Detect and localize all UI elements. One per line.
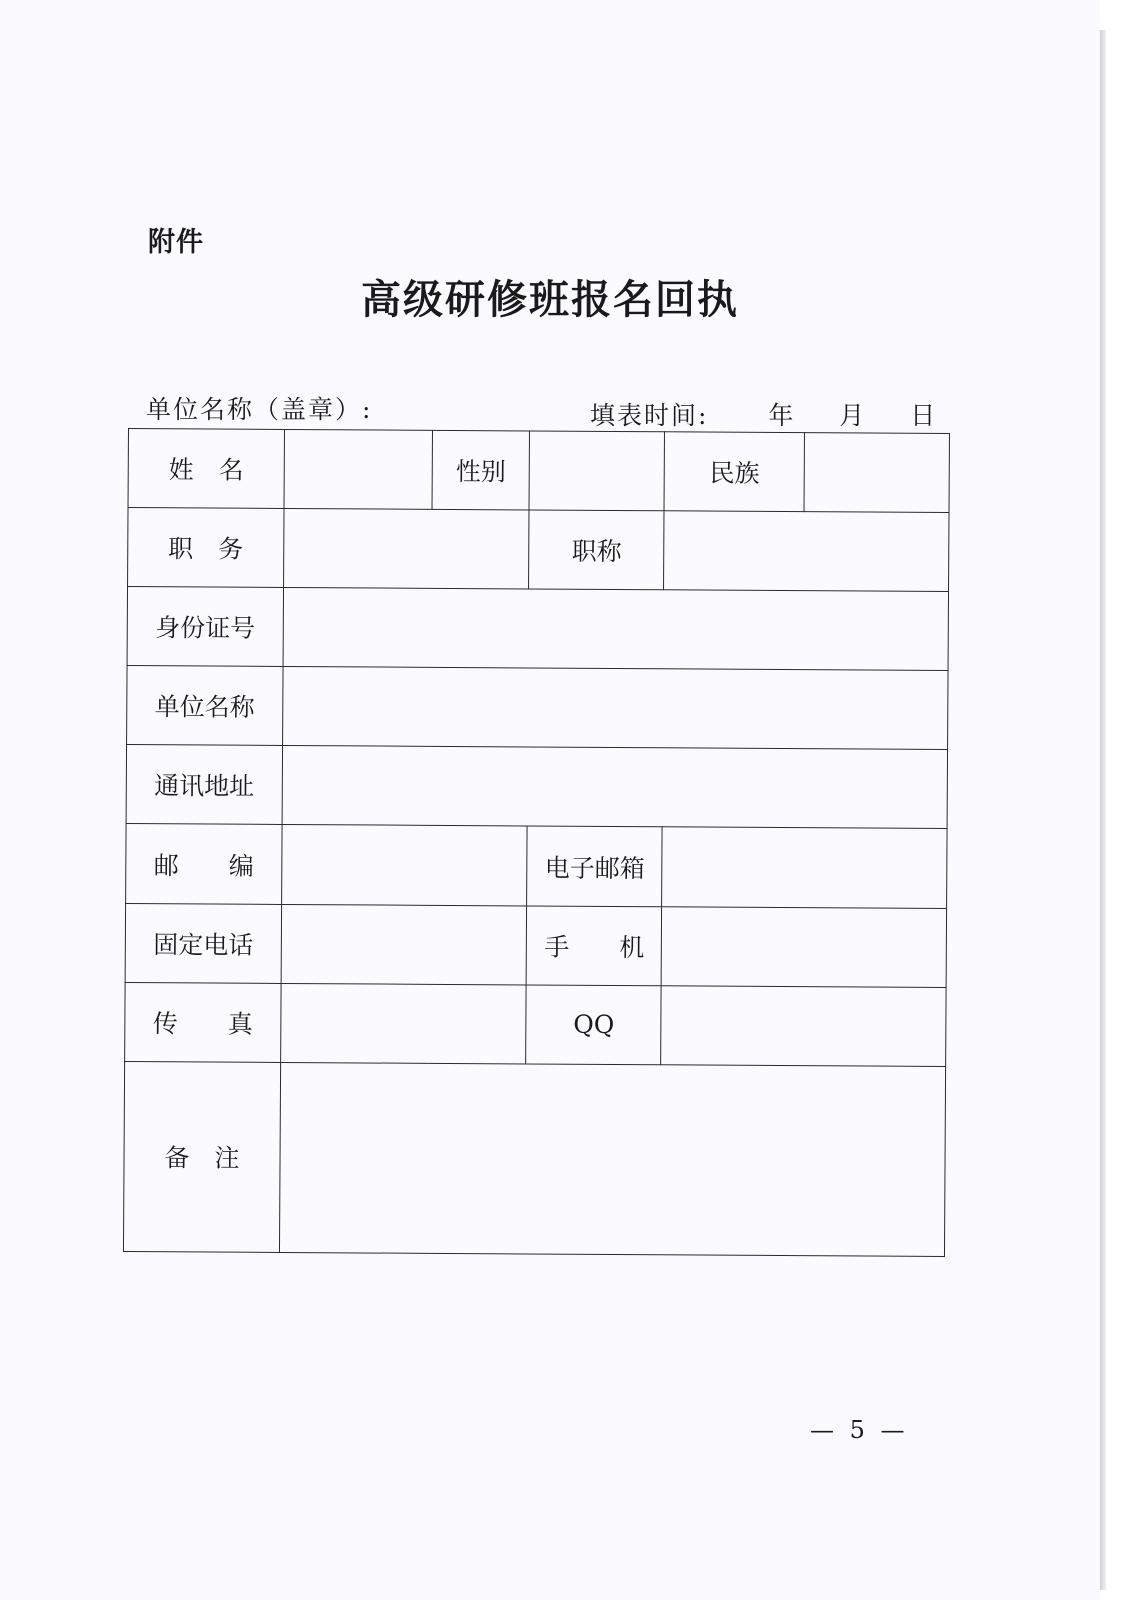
unit-name-field[interactable] <box>282 667 948 750</box>
position-field[interactable] <box>283 509 529 590</box>
landline-field[interactable] <box>281 904 527 985</box>
address-field[interactable] <box>282 746 948 829</box>
name-label: 姓 名 <box>128 429 284 509</box>
fill-date-line <box>590 396 937 432</box>
registration-form-table <box>123 428 950 1257</box>
fax-field[interactable] <box>280 983 526 1064</box>
remarks-field[interactable] <box>279 1062 945 1256</box>
row-id-number <box>127 587 948 671</box>
page-edge-shadow <box>1100 30 1106 1590</box>
remarks-label: 备 注 <box>123 1061 280 1252</box>
row-remarks <box>123 1061 945 1256</box>
row-unit-name <box>127 666 948 750</box>
fax-label: 传 真 <box>125 982 281 1062</box>
postcode-field[interactable] <box>281 825 527 906</box>
ethnicity-label: 民族 <box>664 432 804 512</box>
position-label: 职 务 <box>128 508 284 588</box>
row-name <box>128 429 949 513</box>
postcode-label: 邮 编 <box>126 824 282 904</box>
date-month: 月 <box>839 401 867 430</box>
email-field[interactable] <box>662 827 947 908</box>
row-fax <box>125 982 946 1066</box>
mobile-field[interactable] <box>661 906 946 987</box>
page-number: — 5 — <box>810 1416 909 1444</box>
row-landline <box>125 903 946 987</box>
qq-label: QQ <box>526 985 661 1065</box>
form-title: 高级研修班报名回执 <box>361 276 739 323</box>
unit-name-label: 单位名称 <box>127 666 283 746</box>
title-label: 职称 <box>529 510 664 590</box>
title-field[interactable] <box>664 511 949 592</box>
gender-label: 性别 <box>432 430 530 510</box>
date-year: 年 <box>768 401 796 430</box>
name-field[interactable] <box>284 429 432 509</box>
fill-date-label: 填表时间: <box>590 401 709 430</box>
unit-stamp-label: 单位名称（盖章）: <box>146 395 373 424</box>
address-label: 通讯地址 <box>126 745 282 825</box>
email-label: 电子邮箱 <box>527 826 662 906</box>
gender-field[interactable] <box>529 431 664 511</box>
row-position <box>128 508 949 592</box>
row-postcode <box>126 824 947 908</box>
landline-label: 固定电话 <box>125 903 281 983</box>
attachment-label: 附件 <box>148 227 204 258</box>
ethnicity-field[interactable] <box>804 433 949 513</box>
id-number-label: 身份证号 <box>127 587 283 667</box>
mobile-label: 手 机 <box>527 906 662 986</box>
date-day: 日 <box>910 401 938 430</box>
id-number-field[interactable] <box>283 588 949 671</box>
qq-field[interactable] <box>661 985 946 1066</box>
row-address <box>126 745 947 829</box>
